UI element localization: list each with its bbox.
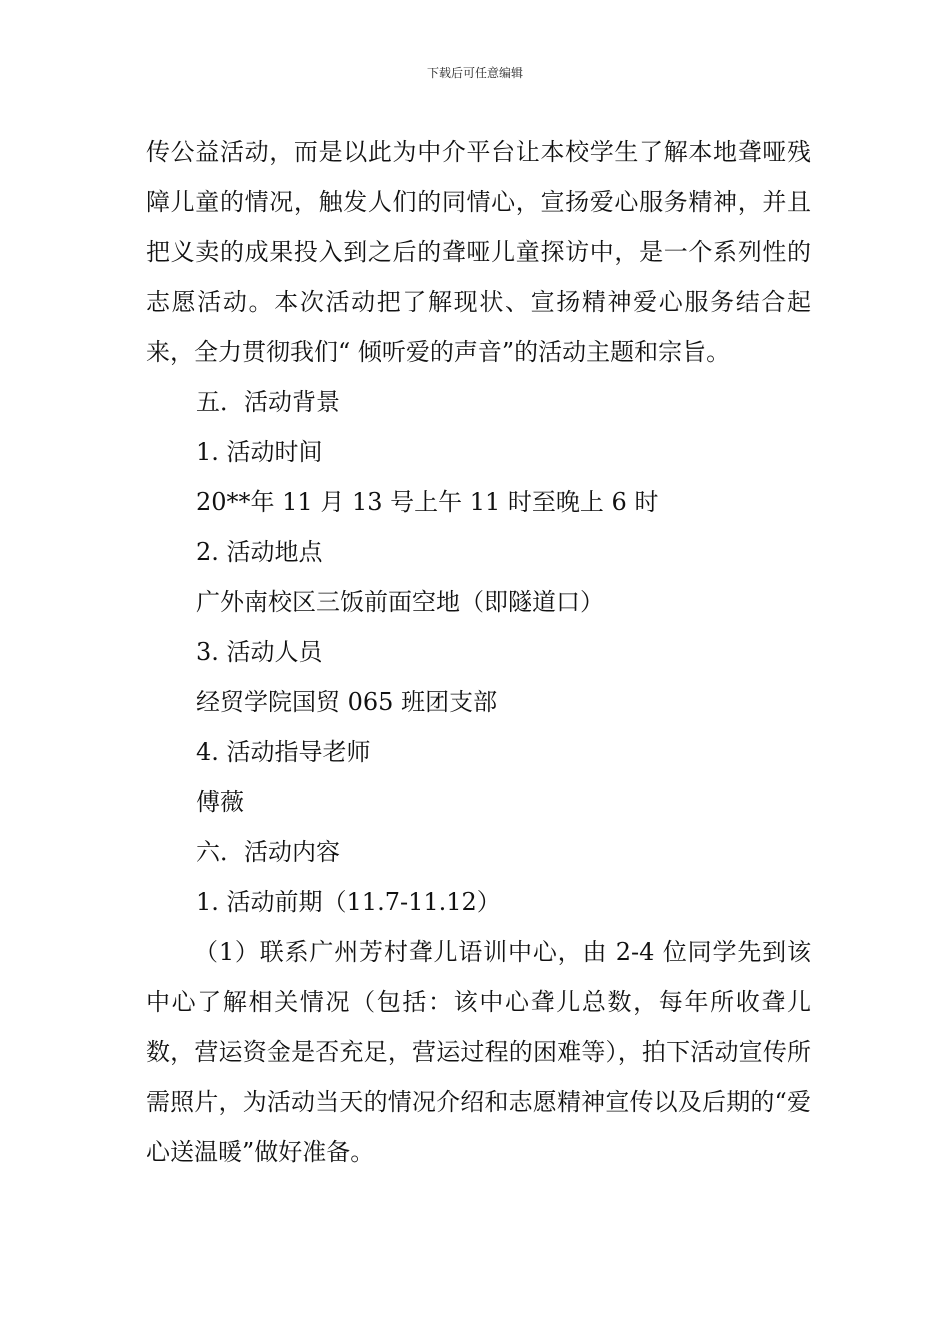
item-2-heading: 2. 活动地点 — [196, 538, 323, 566]
item-4-value: 傅薇 — [196, 788, 244, 816]
item-3-heading: 3. 活动人员 — [196, 638, 323, 666]
item-4-heading: 4. 活动指导老师 — [196, 738, 371, 766]
item-2-value: 广外南校区三饭前面空地（即隧道口） — [196, 588, 604, 616]
document-body — [146, 127, 811, 1177]
section-5-heading: 五．活动背景 — [196, 388, 340, 416]
phase-1-paragraph: （1）联系广州芳村聋儿语训中心，由 2-4 位同学先到该中心了解相关情况（包括：该中心聋儿总数，每年所收聋儿数，营运资金是否充足，营运过程的困难等），拍下活动宣传所需照片，为活动当天的情况介绍和志愿精神宣传以及后期的“爱心送温暖”做好准备。 — [146, 938, 811, 1166]
intro-paragraph: 传公益活动，而是以此为中介平台让本校学生了解本地聋哑残障儿童的情况，触发人们的同情心，宣扬爱心服务精神，并且把义卖的成果投入到之后的聋哑儿童探访中，是一个系列性的志愿活动。本次活动把了解现状、宣扬精神爱心服务结合起来，全力贯彻我们“ 倾听爱的声音”的活动主题和宗旨。 — [146, 138, 811, 366]
item-1-value: 20**年 11 月 13 号上午 11 时至晚上 6 时 — [196, 488, 659, 516]
section-6-heading: 六．活动内容 — [196, 838, 340, 866]
item-1-heading: 1. 活动时间 — [196, 438, 323, 466]
phase-1-heading: 1. 活动前期（11.7-11.12） — [196, 888, 501, 916]
item-3-value: 经贸学院国贸 065 班团支部 — [196, 688, 498, 716]
page-header: 下载后可任意编辑 — [426, 66, 523, 80]
